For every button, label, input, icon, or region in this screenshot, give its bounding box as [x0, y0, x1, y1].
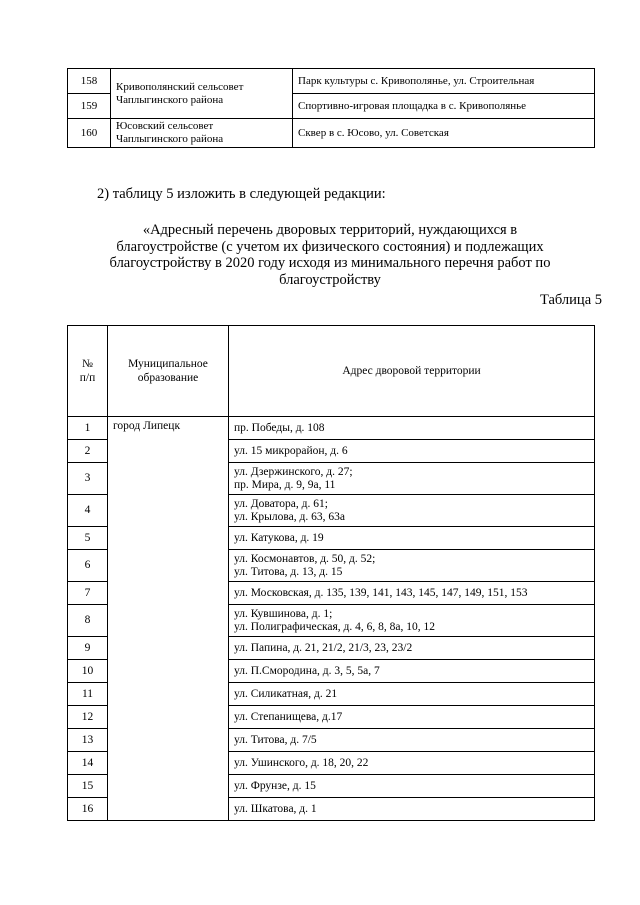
object-cell: Парк культуры с. Кривополянье, ул. Строительная: [293, 69, 595, 94]
address-cell: [229, 495, 595, 527]
row-number: 16: [68, 798, 108, 821]
row-number: 15: [68, 775, 108, 798]
address-cell: [229, 729, 595, 752]
row-number: 13: [68, 729, 108, 752]
header-line: Муниципальное: [128, 358, 208, 370]
address-cell: [229, 775, 595, 798]
address-line: ул. Катукова, д. 19: [234, 531, 324, 544]
address-line: ул. Московская, д. 135, 139, 141, 143, 145, 147, 149, 151, 153: [234, 586, 528, 599]
municipality-line: Чаплыгинского района: [116, 93, 224, 106]
address-cell: [229, 417, 595, 440]
address-line: ул. 15 микрорайон, д. 6: [234, 444, 348, 457]
intro-line: «Адресный перечень дворовых территорий, нуждающихся в: [142, 222, 518, 238]
address-line: ул. Степанищева, д.17: [234, 710, 343, 723]
address-line: ул. Кувшинова, д. 1;: [234, 607, 333, 620]
address-cell: [229, 582, 595, 605]
municipality-cell: [111, 119, 293, 148]
address-cell: [229, 463, 595, 495]
address-cell: [229, 683, 595, 706]
row-number: 159: [68, 94, 111, 119]
municipality-line: Кривополянский сельсовет: [116, 80, 244, 93]
row-number: 4: [68, 495, 108, 527]
address-cell: [229, 440, 595, 463]
address-cell: [229, 637, 595, 660]
municipality-cell: [111, 69, 293, 119]
address-line: ул. Крылова, д. 63, 63а: [234, 510, 345, 523]
address-cell: [229, 660, 595, 683]
address-cell: [229, 752, 595, 775]
address-line: ул. Фрунзе, д. 15: [234, 779, 316, 792]
address-cell: [229, 706, 595, 729]
address-line: ул. Титова, д. 7/5: [234, 733, 317, 746]
address-table: [67, 325, 595, 821]
table-row: [68, 69, 595, 94]
intro-line: благоустройству: [279, 271, 381, 288]
municipality-cell: город Липецк: [108, 417, 229, 821]
municipality-line: Чаплыгинского района: [116, 133, 224, 145]
header-row: [68, 326, 595, 417]
address-line: ул. Ушинского, д. 18, 20, 22: [234, 756, 369, 769]
header-address: Адрес дворовой территории: [229, 326, 595, 417]
address-line: ул. Полиграфическая, д. 4, 6, 8, 8а, 10, 12: [234, 620, 435, 633]
header-line: образование: [137, 372, 199, 384]
instruction-text: 2) таблицу 5 изложить в следующей редакции:: [97, 186, 386, 202]
row-number: 8: [68, 605, 108, 637]
object-cell: Сквер в с. Юсово, ул. Советская: [293, 119, 595, 148]
address-line: ул. Шкатова, д. 1: [234, 802, 317, 815]
address-line: ул. П.Смородина, д. 3, 5, 5а, 7: [234, 664, 380, 677]
row-number: 158: [68, 69, 111, 94]
address-line: ул. Дзержинского, д. 27;: [234, 465, 353, 478]
address-line: ул. Доватора, д. 61;: [234, 497, 328, 510]
header-line: №: [82, 358, 93, 370]
row-number: 11: [68, 683, 108, 706]
row-number: 160: [68, 119, 111, 148]
row-number: 14: [68, 752, 108, 775]
address-line: пр. Мира, д. 9, 9а, 11: [234, 478, 336, 491]
address-line: пр. Победы, д. 108: [234, 421, 325, 434]
address-cell: [229, 798, 595, 821]
row-number: 9: [68, 637, 108, 660]
row-number: 5: [68, 527, 108, 550]
row-number: 3: [68, 463, 108, 495]
address-line: ул. Силикатная, д. 21: [234, 687, 338, 700]
address-cell: [229, 605, 595, 637]
table-row: [68, 417, 595, 440]
address-line: ул. Титова, д. 13, д. 15: [234, 565, 343, 578]
address-line: ул. Космонавтов, д. 50, д. 52;: [234, 552, 376, 565]
intro-line: благоустройстве (с учетом их физического состояния) и подлежащих: [116, 238, 544, 255]
row-number: 1: [68, 417, 108, 440]
header-municipality: [108, 326, 229, 417]
municipality-line: Юсовский сельсовет: [116, 120, 214, 132]
header-number: [68, 326, 108, 417]
intro-line: благоустройству в 2020 году исходя из минимального перечня работ по: [109, 255, 551, 271]
row-number: 12: [68, 706, 108, 729]
address-cell: [229, 527, 595, 550]
row-number: 6: [68, 550, 108, 582]
table-row: [68, 119, 595, 148]
row-number: 10: [68, 660, 108, 683]
row-number: 7: [68, 582, 108, 605]
object-cell: Спортивно-игровая площадка в с. Кривополянье: [293, 94, 595, 119]
address-line: ул. Папина, д. 21, 21/2, 21/3, 23, 23/2: [234, 641, 413, 654]
top-table: [67, 68, 595, 148]
table-caption: Таблица 5: [539, 292, 602, 308]
row-number: 2: [68, 440, 108, 463]
table-intro: [60, 222, 600, 288]
address-cell: [229, 550, 595, 582]
header-line: п/п: [79, 372, 96, 384]
